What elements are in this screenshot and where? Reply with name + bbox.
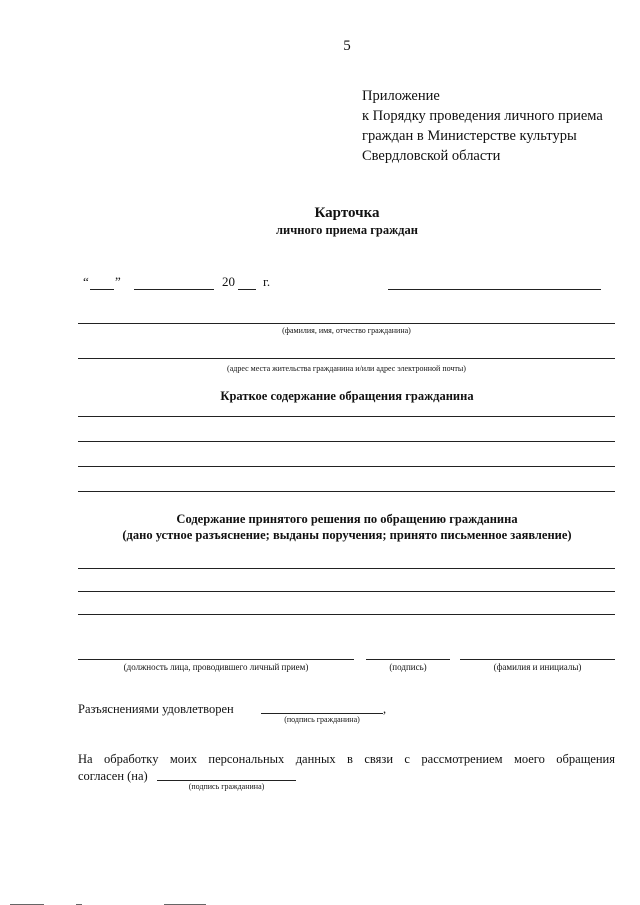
signature-caption: (подпись) [389,662,427,672]
summary-heading: Краткое содержание обращения гражданина [220,389,474,403]
consent-caption: (подпись гражданина) [188,782,265,791]
page-number: 5 [343,38,351,54]
decision-line [78,614,615,615]
registration-blank [388,289,601,290]
satisfied-caption: (подпись гражданина) [284,715,360,724]
consent-prefix: согласен (на) [78,769,148,783]
consent-line-1: На обработку моих персональных данных в связи с рассмотрением моего обращения [78,752,615,766]
appendix-line: граждан в Министерстве культуры [362,128,577,144]
appendix-block [362,86,603,166]
decision-heading: Содержание принятого решения по обращению гражданина [176,512,518,526]
date-month-blank [134,289,214,290]
card-subtitle: личного приема граждан [276,223,418,237]
satisfied-text: Разъяснениями удовлетворен [78,702,234,716]
address-line [78,358,615,359]
decision-subheading: (дано устное разъяснение; выданы поручения; принято письменное заявление) [122,528,572,542]
date-open-quote: “ [83,274,89,289]
summary-line [78,416,615,417]
appendix-line: к Порядку проведения личного приема [362,108,603,124]
fio-line [78,323,615,324]
summary-line [78,466,615,467]
position-caption: (должность лица, проводившего личный прием) [123,662,309,672]
consent-signature-line [157,780,296,781]
satisfied-comma: , [383,702,387,716]
fio-caption: (фамилия, имя, отчество гражданина) [282,326,411,335]
decision-line [78,591,615,592]
decision-line [78,568,615,569]
date-close-quote: ” [115,274,121,289]
satisfied-signature-line [261,713,383,714]
signature-line [366,659,450,660]
date-day-blank [90,289,114,290]
position-line [78,659,354,660]
date-year-prefix: 20 [222,274,235,289]
name-line [460,659,615,660]
name-caption: (фамилия и инициалы) [493,662,582,672]
appendix-line: Приложение [362,88,440,104]
appendix-line: Свердловской области [362,148,501,164]
address-caption: (адрес места жительства гражданина и/или адрес электронной почты) [227,364,466,373]
date-year-blank [238,289,256,290]
summary-line [78,441,615,442]
date-year-suffix: г. [263,274,271,289]
card-title: Карточка [314,205,380,221]
summary-line [78,491,615,492]
